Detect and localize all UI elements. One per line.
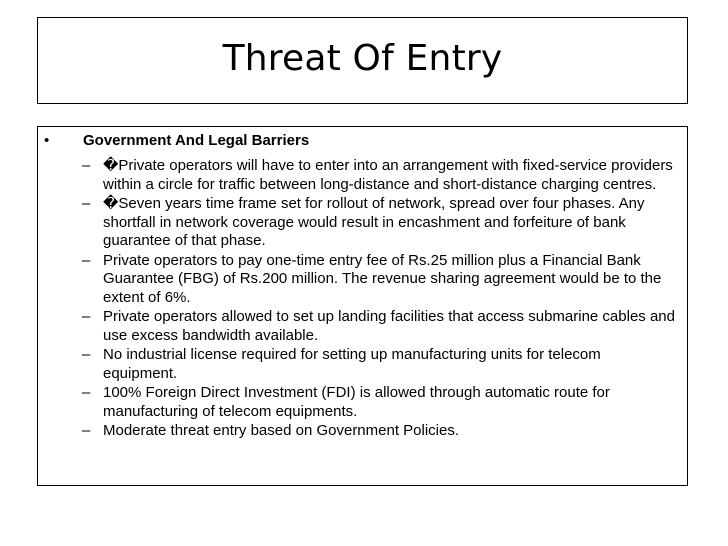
- list-item: [38, 346, 687, 383]
- bullet-marker: •: [44, 132, 50, 149]
- list-item: [38, 308, 687, 345]
- slide-title: Threat Of Entry: [222, 37, 503, 79]
- dash-marker: –: [82, 308, 91, 325]
- list-item: [38, 157, 687, 194]
- list-item-text: Private operators allowed to set up landing facilities that access submarine cables and use excess bandwidth available.: [103, 308, 675, 344]
- dash-marker: –: [82, 157, 91, 174]
- list-item-text: 100% Foreign Direct Investment (FDI) is allowed through automatic route for manufacturing of telecom equipments.: [103, 384, 610, 420]
- dash-marker: –: [82, 422, 91, 439]
- list-item: [38, 422, 687, 441]
- sub-bullet-list: [38, 157, 687, 442]
- dash-marker: –: [82, 346, 91, 363]
- list-item-text: �Private operators will have to enter into an arrangement with fixed-service providers within a circle for traffic between long-distance and short-distance charging centres.: [103, 157, 673, 193]
- list-item-text: No industrial license required for setting up manufacturing units for telecom equipment.: [103, 346, 601, 382]
- dash-marker: –: [82, 195, 91, 212]
- dash-marker: –: [82, 251, 91, 269]
- list-item: [38, 195, 687, 251]
- title-box: [37, 17, 688, 104]
- content-box: [37, 126, 688, 486]
- list-item: [38, 384, 687, 421]
- list-item-text: Private operators to pay one-time entry fee of Rs.25 million plus a Financial Bank Guarantee (FBG) of Rs.200 million. The revenue sharing agreement would be to the extent of 6%.: [103, 251, 662, 306]
- section-heading: Government And Legal Barriers: [83, 132, 310, 149]
- list-item-text: Moderate threat entry based on Government Policies.: [103, 422, 460, 439]
- list-item: [38, 252, 687, 308]
- list-item-text: �Seven years time frame set for rollout of network, spread over four phases. Any shortfall in network coverage would result in encashment and forfeiture of bank guarantee of that phase.: [103, 195, 645, 249]
- dash-marker: –: [82, 384, 91, 401]
